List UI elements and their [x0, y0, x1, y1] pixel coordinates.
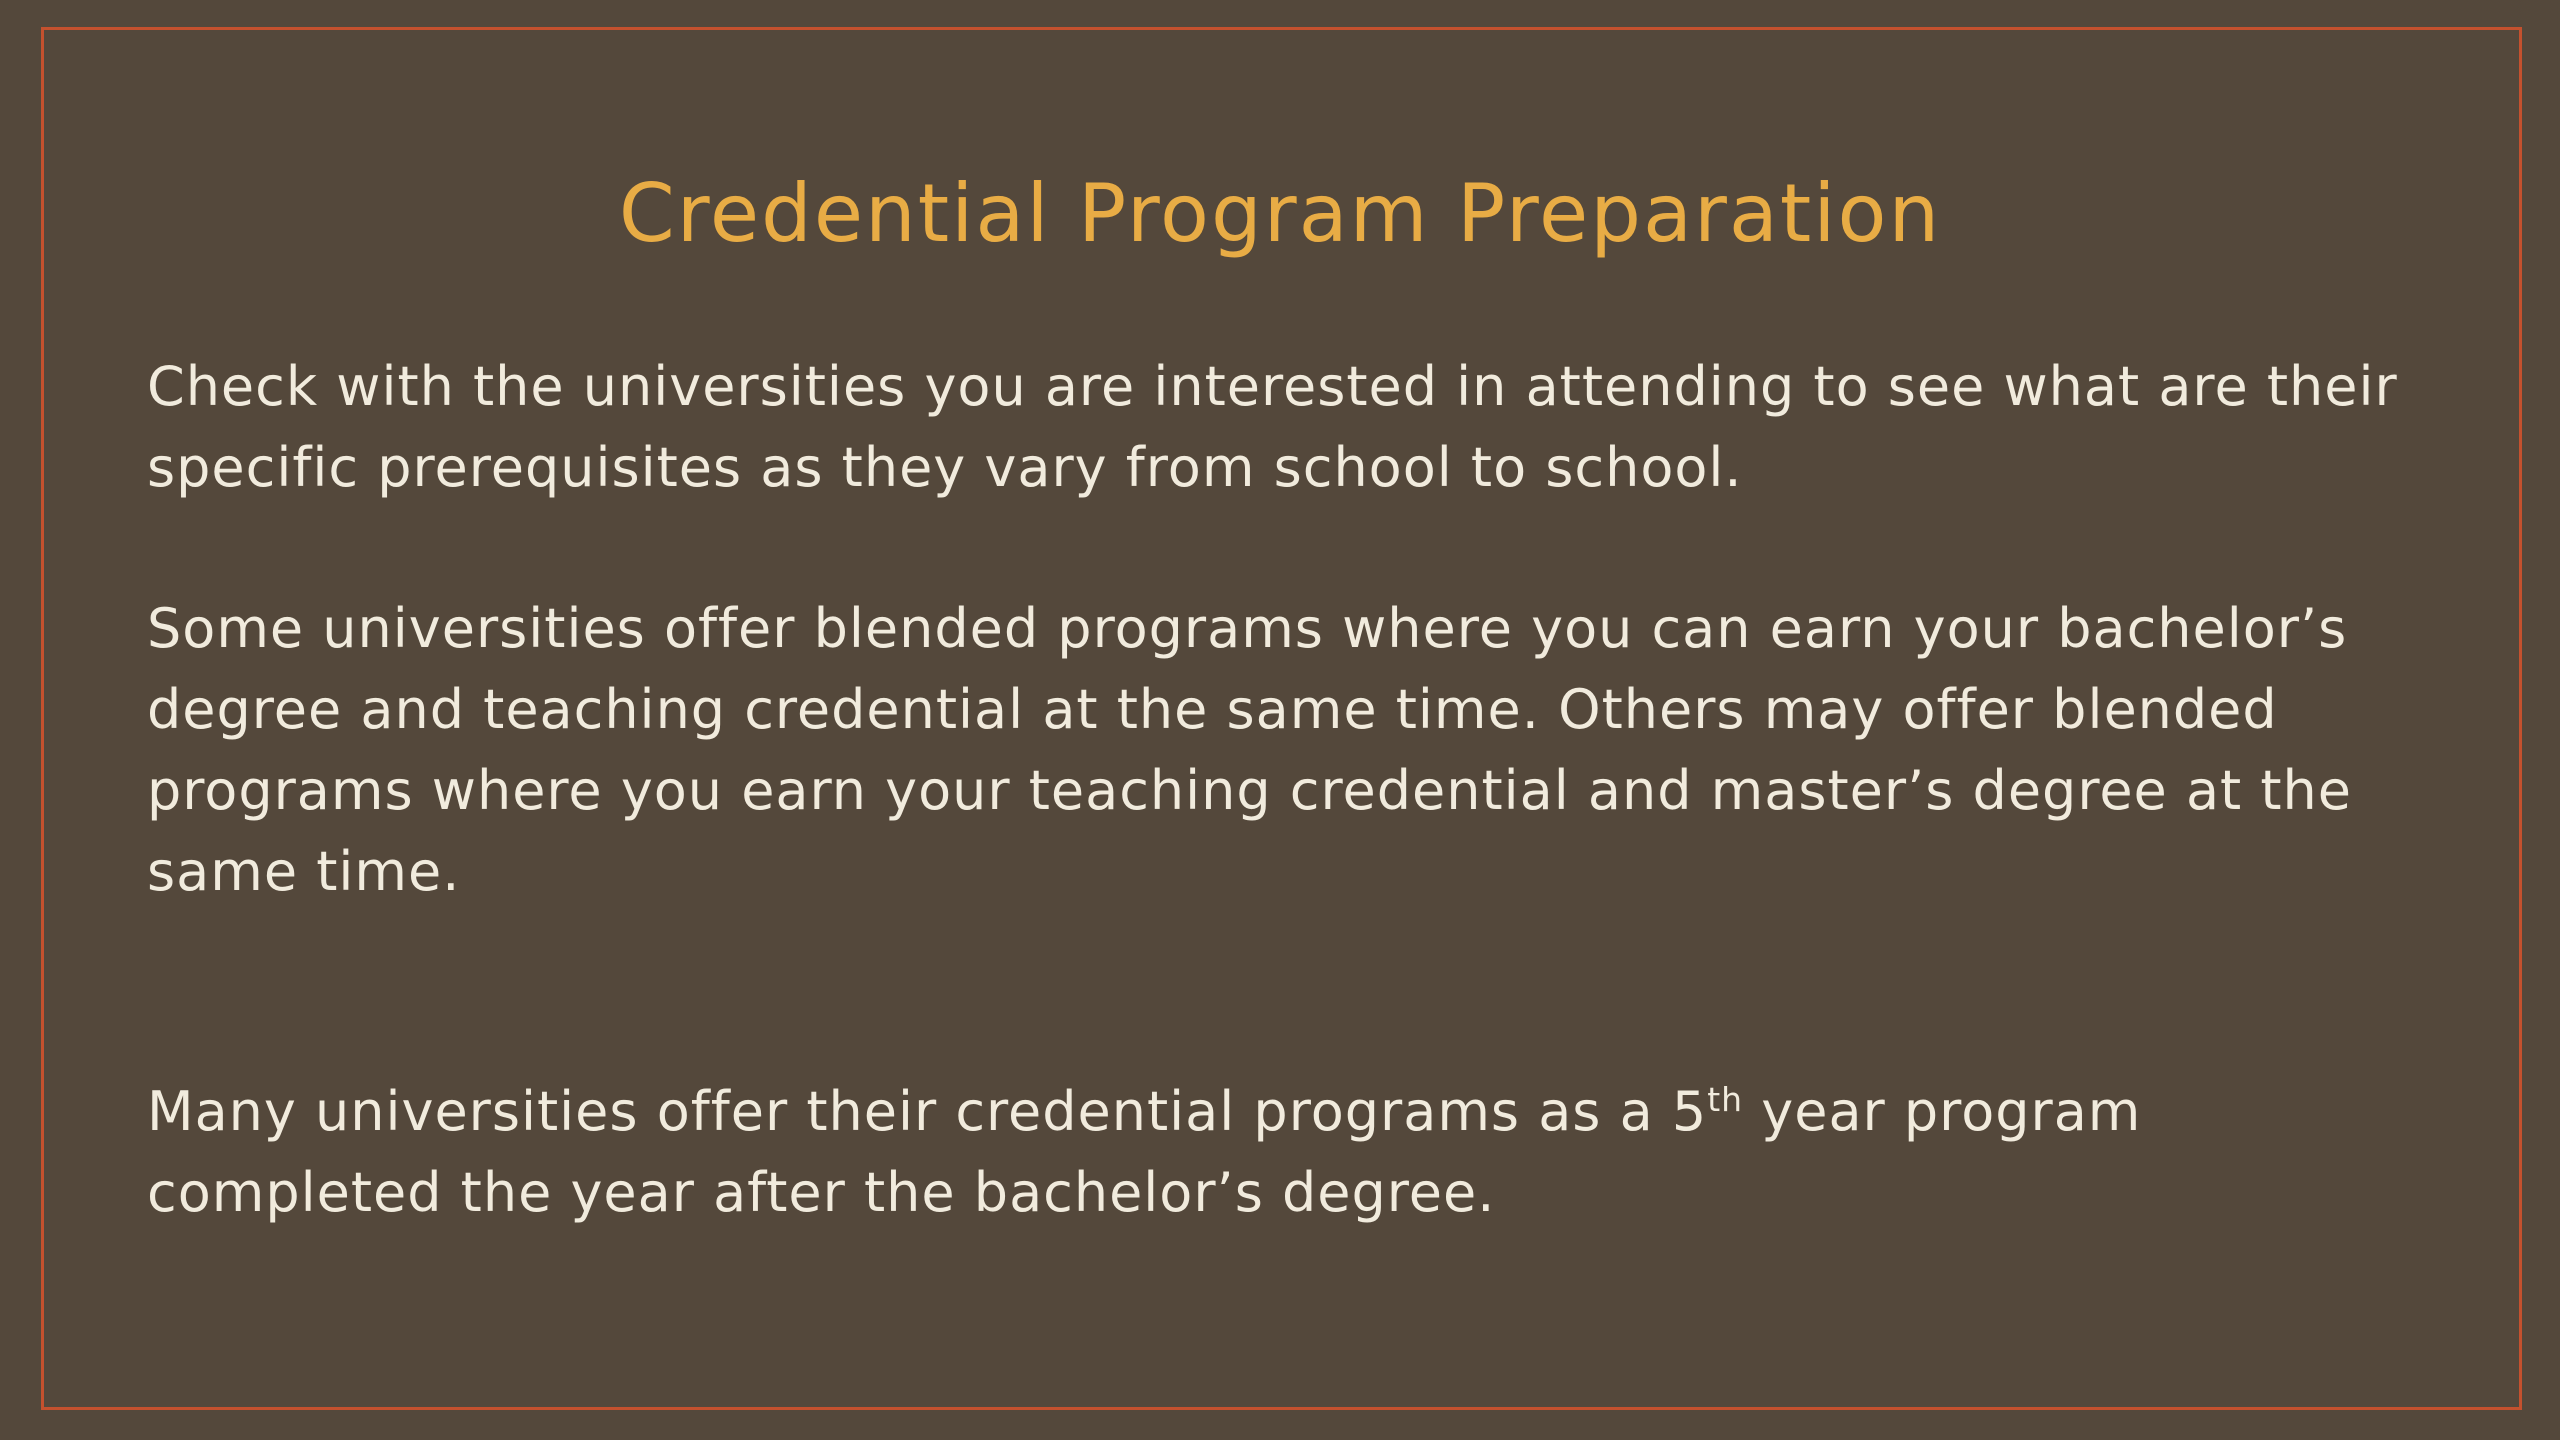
- paragraph-fifth-year-text-end: year program completed the year after the bachelor’s degree.: [147, 1080, 2142, 1224]
- paragraph-blended-programs: Some universities offer blended programs where you can earn your bachelor’s degree and teaching credential at the same time. Others may offer blended programs where you earn your teaching credential and master’s degree at the same time.: [147, 597, 2352, 903]
- paragraph-fifth-year-program: [147, 1071, 2447, 1233]
- paragraph-fifth-year-text-start: Many universities offer their credential programs as a 5: [147, 1080, 1708, 1143]
- paragraph-prerequisites: Check with the universities you are interested in attending to see what are their specific prerequisites as they vary from school to school.: [147, 355, 2398, 499]
- slide-title: Credential Program Preparation: [618, 167, 1942, 260]
- ordinal-superscript: th: [1707, 1080, 1744, 1119]
